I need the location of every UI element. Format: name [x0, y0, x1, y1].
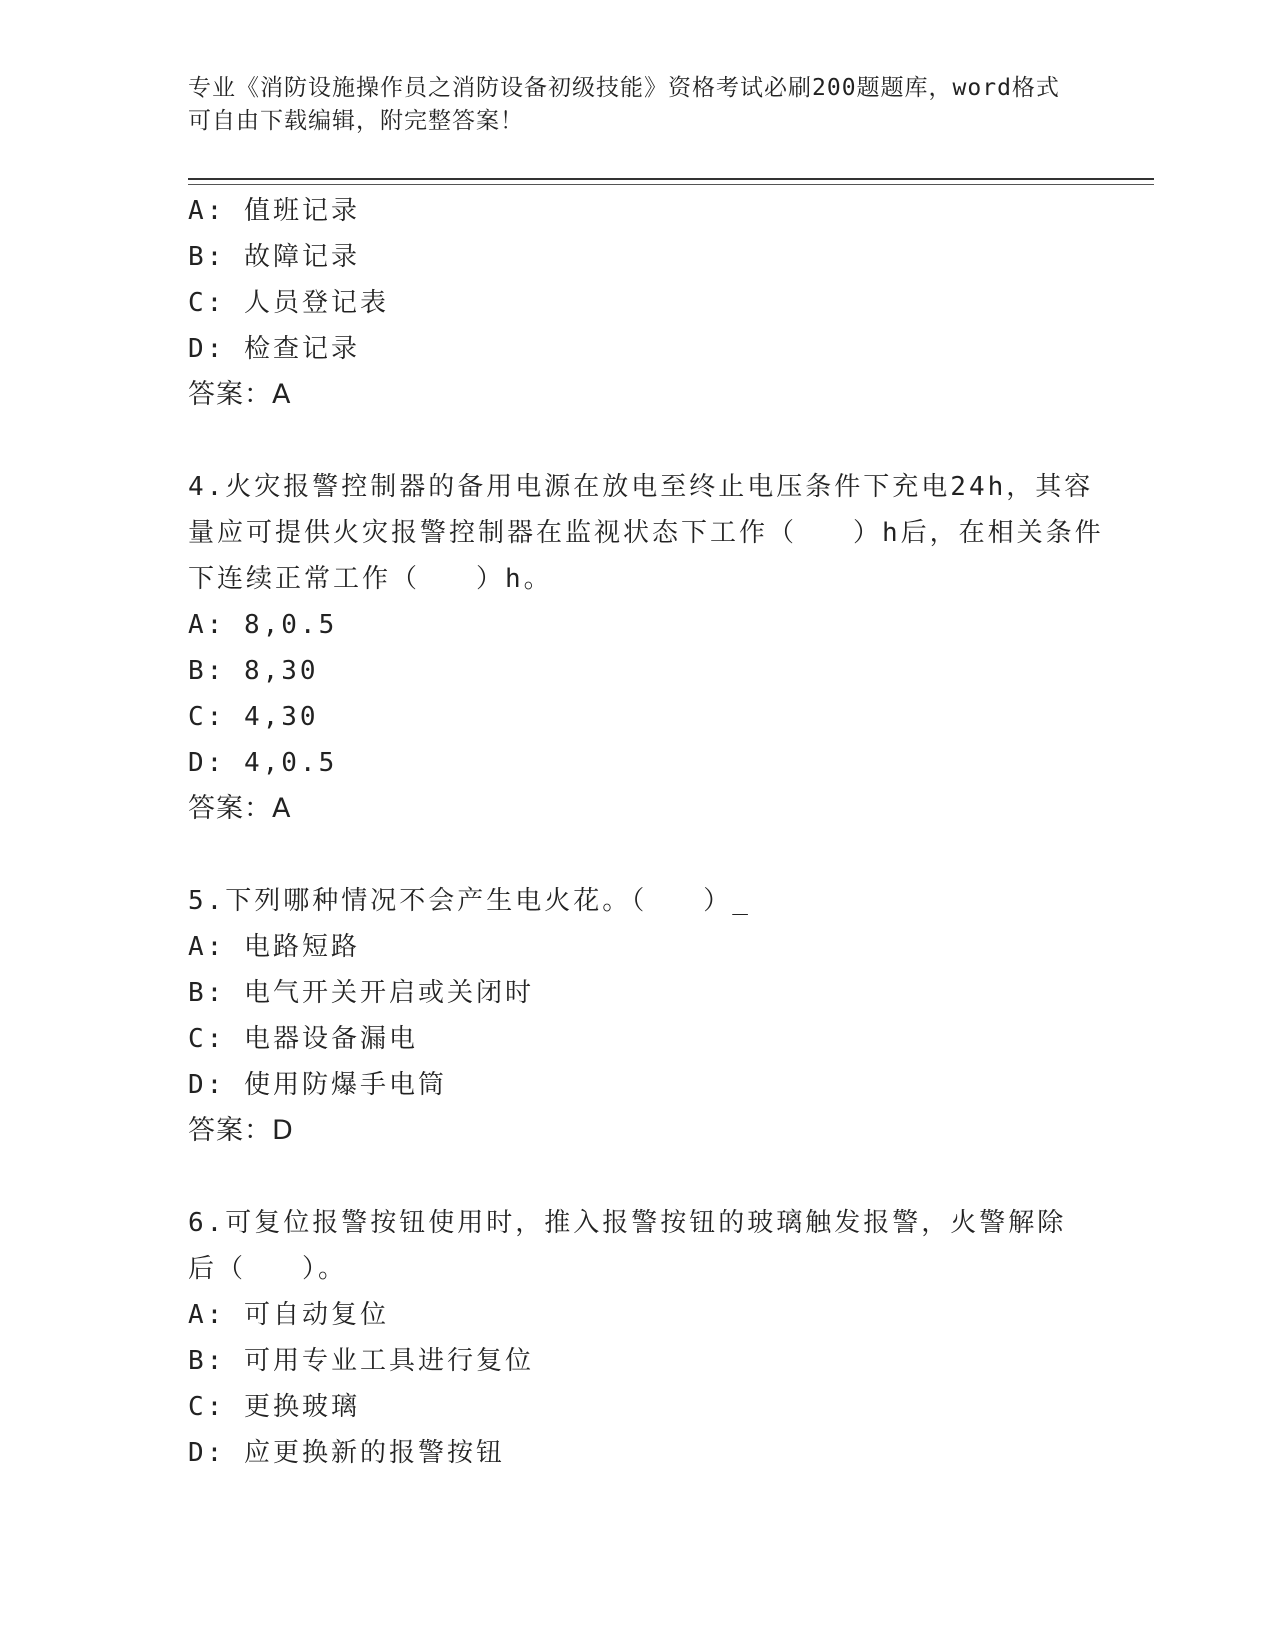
spacer — [188, 418, 1088, 464]
spacer — [188, 1154, 1088, 1200]
question-3-block — [188, 188, 1088, 418]
question-text-line-2: 后（ ）。 — [188, 1254, 347, 1284]
header-divider-thick — [188, 178, 1154, 180]
option-b: B: 8,30 — [188, 656, 319, 686]
option-b: B: 可用专业工具进行复位 — [188, 1346, 534, 1376]
answer-text: 答案：A — [188, 793, 292, 824]
option-c: C: 人员登记表 — [188, 288, 389, 318]
question-text-line-3: 下连续正常工作（ ）h。 — [188, 564, 553, 594]
question-content — [188, 188, 1104, 1476]
question-text-line-1: 5.下列哪种情况不会产生电火花。（ ）_ — [188, 886, 751, 916]
option-a: A: 可自动复位 — [188, 1300, 389, 1330]
spacer — [188, 832, 1088, 878]
option-b: B: 电气开关开启或关闭时 — [188, 978, 534, 1008]
option-d: D: 应更换新的报警按钮 — [188, 1438, 505, 1468]
question-5-block — [188, 878, 1088, 1154]
option-d: D: 使用防爆手电筒 — [188, 1070, 447, 1100]
document-header: 专业《消防设施操作员之消防设备初级技能》资格考试必刷200题题库，word格式可自由下载编辑，附完整答案！ — [188, 75, 1060, 134]
option-a: A: 电路短路 — [188, 932, 360, 962]
option-a: A: 值班记录 — [188, 196, 360, 226]
option-c: C: 4,30 — [188, 702, 319, 732]
question-text-line-1: 4.火灾报警控制器的备用电源在放电至终止电压条件下充电24h，其容 — [188, 472, 1094, 502]
question-6-block — [188, 1200, 1088, 1476]
question-text-line-1: 6.可复位报警按钮使用时，推入报警按钮的玻璃触发报警，火警解除 — [188, 1208, 1067, 1238]
option-c: C: 更换玻璃 — [188, 1392, 360, 1422]
answer-text: 答案：D — [188, 1115, 294, 1146]
answer-text: 答案：A — [188, 379, 292, 410]
option-d: D: 检查记录 — [188, 334, 360, 364]
header-divider-thin — [188, 184, 1154, 185]
option-a: A: 8,0.5 — [188, 610, 338, 640]
option-d: D: 4,0.5 — [188, 748, 338, 778]
option-b: B: 故障记录 — [188, 242, 360, 272]
option-c: C: 电器设备漏电 — [188, 1024, 418, 1054]
question-text-line-2: 量应可提供火灾报警控制器在监视状态下工作（ ）h后，在相关条件 — [188, 518, 1104, 548]
question-4-block — [188, 464, 1104, 832]
